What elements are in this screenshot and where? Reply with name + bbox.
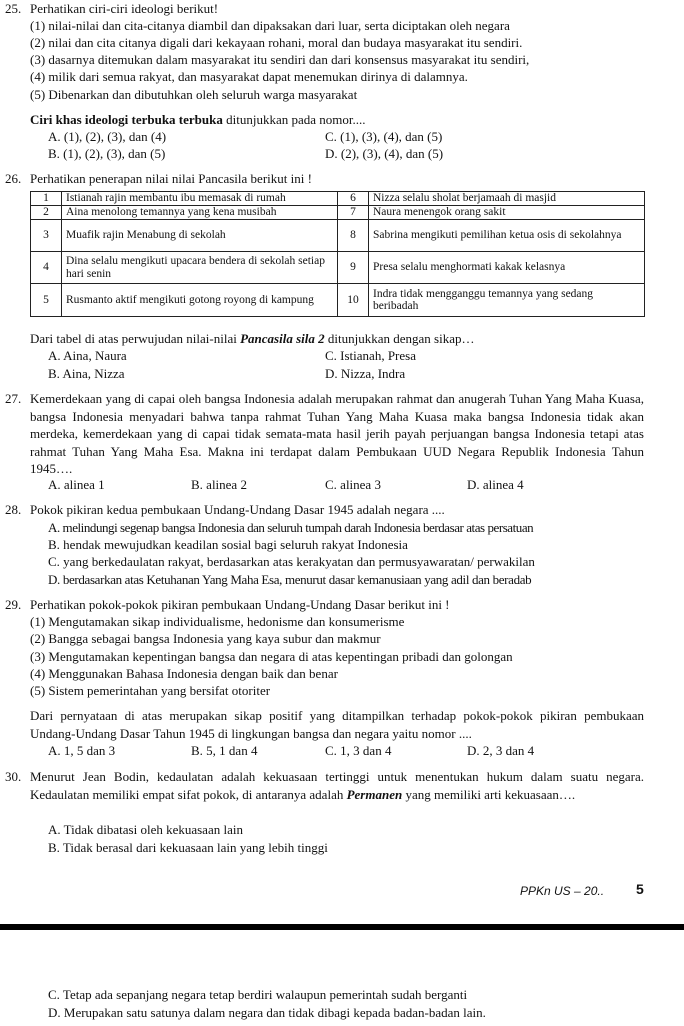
q26-option-d[interactable]: D. Nizza, Indra [325,366,406,381]
row-statement: Naura menengok orang sakit [369,206,645,220]
row-number: 7 [338,206,369,220]
row-number: 10 [338,284,369,317]
q25-option-d[interactable]: D. (2), (3), (4), dan (5) [325,146,444,161]
q29-option-b[interactable]: B. 5, 1 dan 4 [191,743,258,758]
table-row [31,252,645,284]
q27-option-c[interactable]: C. alinea 3 [325,477,381,492]
table-row [31,220,645,252]
q30-text [30,768,644,803]
q29-item-1: (1) Mengutamakan sikap individualisme, hedonisme dan konsumerisme [30,614,405,629]
q28-option-d[interactable]: D. berdasarkan atas Ketuhanan Yang Maha Esa, menurut dasar kemanusiaan yang adil dan beradab [48,572,532,587]
q25-number: 25. [5,1,22,16]
q27-option-d[interactable]: D. alinea 4 [467,477,524,492]
row-statement: Dina selalu mengikuti upacara bendera di sekolah setiap hari senin [62,252,338,284]
q25-question-rest: ditunjukkan pada nomor.... [222,112,366,127]
page-divider [0,924,684,930]
q29-item-3: (3) Mengutamakan kepentingan bangsa dan negara di atas kepentingan pribadi dan golongan [30,649,513,664]
q29-stem: Perhatikan pokok-pokok pikiran pembukaan Undang-Undang Dasar berikut ini ! [30,597,450,612]
q26-question-post: ditunjukkan dengan sikap… [324,331,475,346]
row-statement: Indra tidak mengganggu temannya yang sedang beribadah [369,284,645,317]
table-row [31,192,645,206]
row-number: 8 [338,220,369,252]
q26-option-c[interactable]: C. Istianah, Presa [325,348,416,363]
q29-item-2: (2) Bangga sebagai bangsa Indonesia yang kaya subur dan makmur [30,631,381,646]
pancasila-values-table [30,191,645,317]
row-statement: Istianah rajin membantu ibu memasak di rumah [62,192,338,206]
q29-number: 29. [5,597,22,612]
q28-option-c[interactable]: C. yang berkedaulatan rakyat, berdasarkan atas kerakyatan dan permusyawaratan/ perwakilan [48,554,535,569]
table-row [31,206,645,220]
row-statement: Muafik rajin Menabung di sekolah [62,220,338,252]
q30-text-pre: Menurut Jean Bodin, kedaulatan adalah kekuasaan tertinggi untuk menentukan hukum dalam suatu negara. Kedaulatan memiliki empat sifat pokok, di antaranya adalah [30,769,644,802]
q29-item-5: (5) Sistem pemerintahan yang bersifat otoriter [30,683,271,698]
q30-text-emph: Permanen [346,786,403,802]
row-statement: Aina menolong temannya yang kena musibah [62,206,338,220]
q26-option-a[interactable]: A. Aina, Naura [48,348,127,363]
q30-option-b[interactable]: B. Tidak berasal dari kekuasaan lain yang lebih tinggi [48,840,328,855]
row-number: 4 [31,252,62,284]
q27-number: 27. [5,391,22,406]
row-number: 5 [31,284,62,317]
row-number: 2 [31,206,62,220]
q26-question-pre: Dari tabel di atas perwujudan nilai-nilai [30,331,241,346]
q28-stem: Pokok pikiran kedua pembukaan Undang-Undang Dasar 1945 adalah negara .... [30,502,445,517]
q27-text: Kemerdekaan yang di capai oleh bangsa Indonesia adalah merupakan rahmat dan anugerah Tuhan Yang Maha Kuasa, bangsa Indonesia menyadari bahwa tanpa rahmat Tuhan Yang Maha Kuasa maka bangsa Indonesia tidak akan merdeka, kemerdekaan yang di capai tidak semata-mata hasil jerih payah perjuangan bangsa Indonesia tetapi atas rahmat Tuhan Yang Maha Esa. Makna ini terdapat dalam Pembukaan UUD Negara Republik Indonesia Tahun 1945…. [30,391,644,477]
q25-question-bold: Ciri khas ideologi terbuka terbuka [30,112,223,127]
q26-question-emph: Pancasila sila 2 [240,331,325,346]
page-number: 5 [636,881,644,897]
q27-option-a[interactable]: A. alinea 1 [48,477,105,492]
q26-number: 26. [5,171,22,186]
row-number: 1 [31,192,62,206]
q30-option-a[interactable]: A. Tidak dibatasi oleh kekuasaan lain [48,822,243,837]
row-number: 6 [338,192,369,206]
q29-item-4: (4) Menggunakan Bahasa Indonesia dengan baik dan benar [30,666,338,681]
q25-question [30,111,365,128]
q30-option-d[interactable]: D. Merupakan satu satunya dalam negara dan tidak dibagi kepada badan-badan lain. [48,1005,486,1020]
row-statement: Presa selalu menghormati kakak kelasnya [369,252,645,284]
row-statement: Sabrina mengikuti pemilihan ketua osis di sekolahnya [369,220,645,252]
row-statement: Rusmanto aktif mengikuti gotong royong di kampung [62,284,338,317]
q28-number: 28. [5,502,22,517]
row-number: 3 [31,220,62,252]
q26-question [30,330,474,347]
q25-item-3: (3) dasarnya ditemukan dalam masyarakat itu sendiri dan dari konsensus masyarakat itu sendiri, [30,52,530,67]
q29-option-a[interactable]: A. 1, 5 dan 3 [48,743,116,758]
q25-option-a[interactable]: A. (1), (2), (3), dan (4) [48,129,167,144]
footer-label: PPKn US – 20.. [520,884,605,898]
q29-option-d[interactable]: D. 2, 3 dan 4 [467,743,535,758]
q28-option-a[interactable]: A. melindungi segenap bangsa Indonesia dan seluruh tumpah darah Indonesia berdasar atas persatuan [48,520,534,535]
q26-option-b[interactable]: B. Aina, Nizza [48,366,125,381]
q30-text-post: yang memiliki arti kekuasaan…. [402,786,576,802]
q25-item-5: (5) Dibenarkan dan dibutuhkan oleh seluruh warga masyarakat [30,87,358,102]
q30-option-c[interactable]: C. Tetap ada sepanjang negara tetap berdiri walaupun pemerintah sudah berganti [48,987,468,1002]
q25-option-b[interactable]: B. (1), (2), (3), dan (5) [48,146,166,161]
q29-option-c[interactable]: C. 1, 3 dan 4 [325,743,392,758]
q25-item-2: (2) nilai dan cita citanya digali dari kekayaan rohani, moral dan budaya masyarakat itu sendiri. [30,35,523,50]
q30-number: 30. [5,769,22,784]
q26-stem: Perhatikan penerapan nilai nilai Pancasila berikut ini ! [30,171,312,186]
q25-option-c[interactable]: C. (1), (3), (4), dan (5) [325,129,443,144]
q28-option-b[interactable]: B. hendak mewujudkan keadilan sosial bagi seluruh rakyat Indonesia [48,537,408,552]
q25-item-1: (1) nilai-nilai dan cita-citanya diambil dan dipaksakan dari luar, serta diciptakan oleh negara [30,18,510,33]
q25-stem: Perhatikan ciri-ciri ideologi berikut! [30,1,219,16]
q29-question: Dari pernyataan di atas merupakan sikap positif yang ditampilkan terhadap pokok-pokok pikiran pembukaan Undang-Undang Dasar Tahun 1945 di lingkungan bangsa dan negara yaitu nomor .... [30,708,644,741]
row-number: 9 [338,252,369,284]
q25-item-4: (4) milik dari semua rakyat, dan masyarakat dapat menemukan dirinya di dalamnya. [30,69,468,84]
q27-option-b[interactable]: B. alinea 2 [191,477,247,492]
table-row [31,284,645,317]
row-statement: Nizza selalu sholat berjamaah di masjid [369,192,645,206]
